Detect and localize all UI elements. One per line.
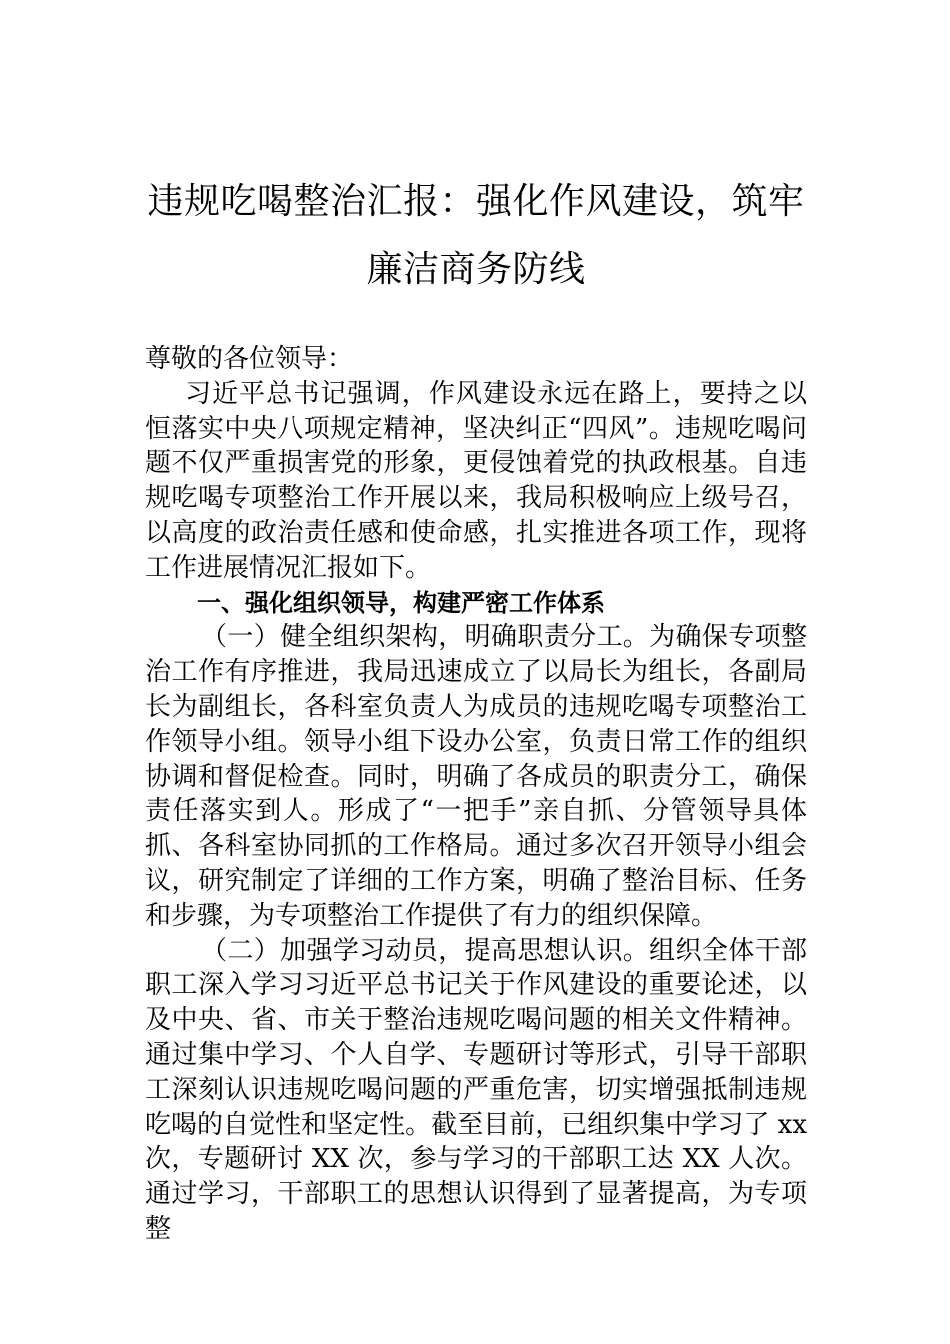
title-line-1: 违规吃喝整治汇报：强化作风建设，筑牢 <box>147 181 805 222</box>
document-page <box>145 168 807 1247</box>
salutation: 尊敬的各位领导： <box>145 344 354 374</box>
section-item-2: （二）加强学习动员，提高思想认识。组织全体干部职工深入学习习近平总书记关于作风建设的重要论述，以及中央、省、市关于整治违规吃喝问题的相关文件精神。通过集中学习、个人自学、专题研讨等形式，引导干部职工深刻认识违规吃喝问题的严重危害，切实增强抵制违规吃喝的自觉性和坚定性。截至目前，已组织集中学习了 xx 次，专题研讨 XX 次，参与学习的干部职工达 XX 人次。通过学习，干部职工的思想认识得到了显著提高，为专项整 <box>145 935 807 1244</box>
document-body <box>145 342 807 1247</box>
title-line-2: 廉洁商务防线 <box>366 249 586 290</box>
section-heading-1: 一、强化组织领导，构建严密工作体系 <box>197 588 605 617</box>
document-title <box>145 168 807 304</box>
section-item-1: （一）健全组织架构，明确职责分工。为确保专项整治工作有序推进，我局迅速成立了以局长为组长，各副局长为副组长，各科室负责人为成员的违规吃喝专项整治工作领导小组。领导小组下设办公室，负责日常工作的组织协调和督促检查。同时，明确了各成员的职责分工，确保责任落实到人。形成了“一把手”亲自抓、分管领导具体抓、各科室协同抓的工作格局。通过多次召开领导小组会议，研究制定了详细的工作方案，明确了整治目标、任务和步骤，为专项整治工作提供了有力的组织保障。 <box>145 622 807 931</box>
intro-paragraph: 习近平总书记强调，作风建设永远在路上，要持之以恒落实中央八项规定精神，坚决纠正“四风”。违规吃喝问题不仅严重损害党的形象，更侵蚀着党的执政根基。自违规吃喝专项整治工作开展以来，我局积极响应上级号召，以高度的政治责任感和使命感，扎实推进各项工作，现将工作进展情况汇报如下。 <box>145 378 807 583</box>
